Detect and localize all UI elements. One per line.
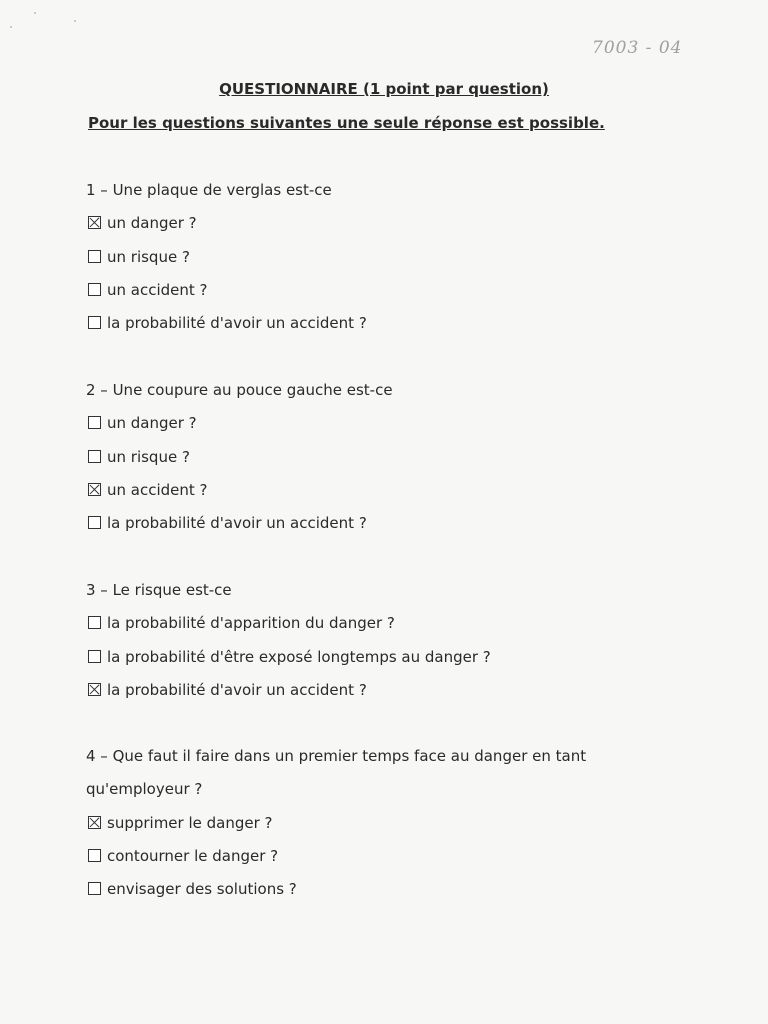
question-text: 4 – Que faut il faire dans un premier temps face au danger en tant [86, 747, 587, 765]
checkbox[interactable] [88, 816, 101, 829]
option-label: un risque ? [107, 247, 190, 266]
checkbox[interactable] [88, 683, 101, 696]
option-label: envisager des solutions ? [107, 880, 297, 899]
question-text: 1 – Une plaque de verglas est-ce [86, 181, 332, 199]
option-label: contourner le danger ? [107, 846, 279, 865]
option-label: un danger ? [107, 214, 197, 233]
option[interactable] [86, 247, 646, 280]
option[interactable] [86, 447, 646, 480]
question-text: 3 – Le risque est-ce [86, 581, 232, 599]
option-label: un accident ? [107, 480, 208, 499]
option[interactable] [86, 280, 646, 313]
option-label: un accident ? [107, 280, 208, 299]
option-label: la probabilité d'être exposé longtemps au danger ? [107, 647, 491, 666]
checkbox[interactable] [88, 516, 101, 529]
option-label: la probabilité d'apparition du danger ? [107, 614, 395, 633]
option-label: la probabilité d'avoir un accident ? [107, 314, 367, 333]
page-title: QUESTIONNAIRE (1 point par question) [219, 80, 549, 98]
question-4 [86, 746, 646, 912]
option-label: supprimer le danger ? [107, 813, 273, 832]
option-label: un danger ? [107, 414, 197, 433]
option[interactable] [86, 213, 646, 246]
option[interactable] [86, 813, 646, 846]
scan-speck [34, 12, 36, 14]
checkbox[interactable] [88, 882, 101, 895]
checkbox[interactable] [88, 250, 101, 263]
checkbox[interactable] [88, 316, 101, 329]
archive-stamp: 7003 - 04 [592, 38, 683, 58]
question-3 [86, 580, 646, 713]
checkbox[interactable] [88, 483, 101, 496]
option[interactable] [86, 647, 646, 680]
option[interactable] [86, 846, 646, 879]
checkbox[interactable] [88, 450, 101, 463]
option-label: la probabilité d'avoir un accident ? [107, 514, 367, 533]
checkbox[interactable] [88, 283, 101, 296]
checkbox[interactable] [88, 216, 101, 229]
option[interactable] [86, 313, 646, 346]
option[interactable] [86, 879, 646, 912]
question-text-continued: qu'employeur ? [86, 780, 203, 799]
checkbox[interactable] [88, 616, 101, 629]
scan-speck [74, 20, 76, 22]
checkbox[interactable] [88, 849, 101, 862]
option[interactable] [86, 413, 646, 446]
question-text: 2 – Une coupure au pouce gauche est-ce [86, 381, 393, 399]
option-label: la probabilité d'avoir un accident ? [107, 680, 367, 699]
checkbox[interactable] [88, 416, 101, 429]
option-label: un risque ? [107, 447, 190, 466]
question-1 [86, 180, 646, 346]
option[interactable] [86, 680, 646, 713]
scan-speck [10, 26, 12, 28]
checkbox[interactable] [88, 650, 101, 663]
question-2 [86, 380, 646, 546]
option[interactable] [86, 513, 646, 546]
option[interactable] [86, 480, 646, 513]
instruction-text: Pour les questions suivantes une seule réponse est possible. [88, 114, 605, 132]
option[interactable] [86, 613, 646, 646]
